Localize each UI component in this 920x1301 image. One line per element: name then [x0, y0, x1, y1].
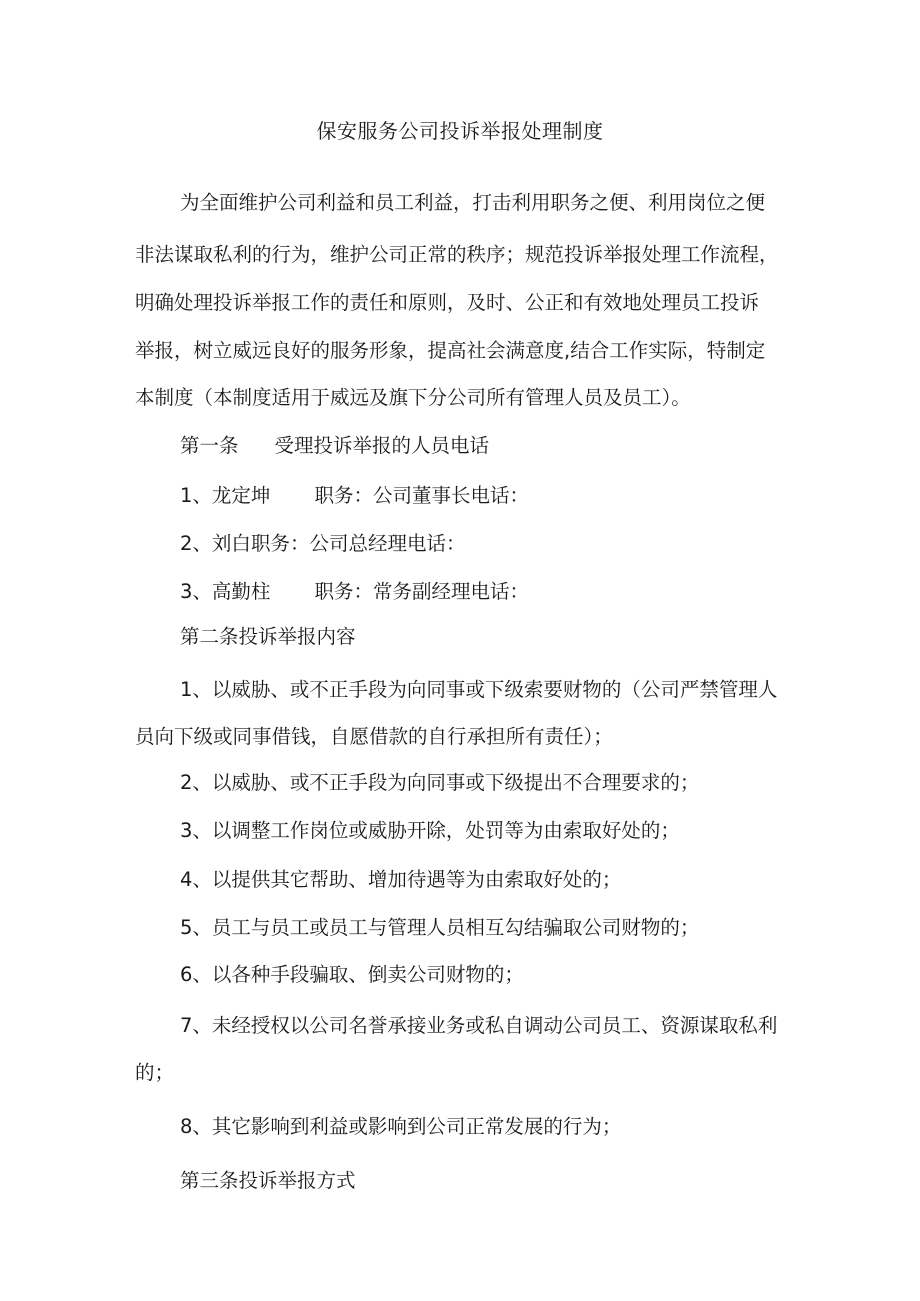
- contact-item-2: [180, 529, 465, 559]
- contact-role: 职务：公司总经理电话：: [250, 532, 466, 555]
- intro-line-5: 本制度（本制度适用于威远及旗下分公司所有管理人员及员工）。: [135, 386, 691, 409]
- contact-index: 3、: [180, 580, 212, 603]
- contact-role: 职务：公司董事长电话：: [314, 484, 529, 507]
- contact-item-3: [180, 577, 529, 607]
- article2-item-3: 3、以调整工作岗位或威胁开除，处罚等为由索取好处的；: [180, 819, 680, 842]
- article2-item-6: 6、以各种手段骗取、倒卖公司财物的；: [180, 963, 524, 986]
- contact-name: 高勤柱: [211, 580, 271, 603]
- intro-line-4: 举报，树立威远良好的服务形象，提高社会满意度,结合工作实际，特制定: [135, 339, 766, 362]
- article2-item-7: 7、未经授权以公司名誉承接业务或私自调动公司员工、资源谋取私利: [180, 1014, 778, 1037]
- article1-heading: [180, 431, 489, 461]
- document-title: 保安服务公司投诉举报处理制度: [316, 119, 604, 143]
- article2-item-1: 1、以威胁、或不正手段为向同事或下级索要财物的（公司严禁管理人: [180, 678, 778, 701]
- article1-number: 第一条: [180, 434, 239, 457]
- article2-item-8: 8、其它影响到利益或影响到公司正常发展的行为；: [180, 1115, 622, 1138]
- contact-name: 刘白: [211, 532, 251, 555]
- contact-index: 2、: [180, 532, 212, 555]
- contact-index: 1、: [180, 484, 212, 507]
- intro-line-1: 为全面维护公司利益和员工利益，打击利用职务之便、利用岗位之便: [180, 191, 766, 214]
- article3-heading: 第三条投诉举报方式: [180, 1169, 356, 1192]
- intro-line-2: 非法谋取私利的行为，维护公司正常的秩序；规范投诉举报处理工作流程，: [135, 243, 779, 266]
- article2-item-1-cont: 员向下级或同事借钱，自愿借款的自行承担所有责任）；: [135, 725, 613, 748]
- article2-item-4: 4、以提供其它帮助、增加待遇等为由索取好处的；: [180, 868, 622, 891]
- article2-item-7-cont: 的；: [135, 1061, 175, 1084]
- article2-item-5: 5、员工与员工或员工与管理人员相互勾结骗取公司财物的；: [180, 916, 700, 939]
- article2-heading: 第二条投诉举报内容: [180, 625, 356, 648]
- intro-line-3: 明确处理投诉举报工作的责任和原则，及时、公正和有效地处理员工投诉: [135, 291, 760, 314]
- contact-role: 职务：常务副经理电话：: [314, 580, 529, 603]
- contact-name: 龙定坤: [211, 484, 271, 507]
- article2-item-2: 2、以威胁、或不正手段为向同事或下级提出不合理要求的；: [180, 771, 700, 794]
- article1-title: 受理投诉举报的人员电话: [274, 434, 490, 457]
- contact-item-1: [180, 481, 529, 511]
